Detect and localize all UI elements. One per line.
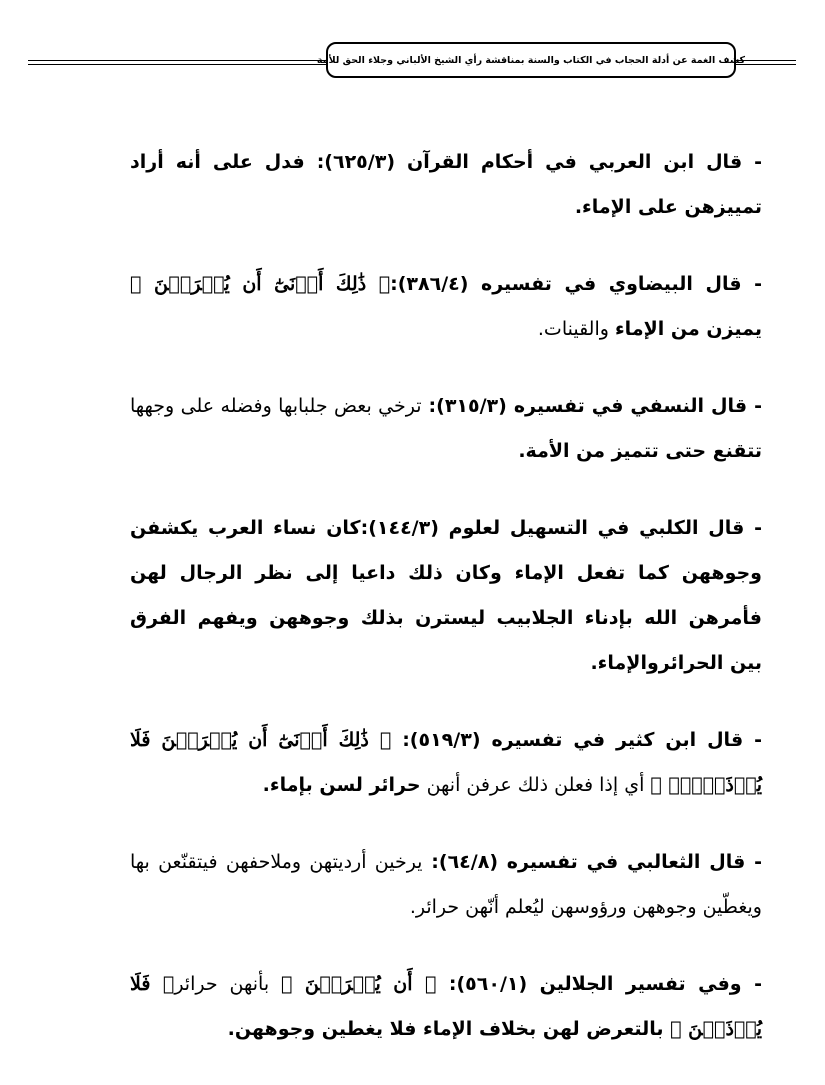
paragraph-body: أي إذا فعلن ذلك عرفن أنهن bbox=[420, 774, 651, 796]
paragraph-lead-continued: يميزن من الإماء bbox=[614, 318, 762, 340]
quran-verse: ﴿ ذَٰلِكَ أَدۡنَىٰٓ أَن يُعۡرَفۡنَ فَلَا يُؤۡذَيۡنَۗ ﴾ bbox=[130, 729, 762, 796]
quran-verse: ﴿ ذَٰلِكَ أَدۡنَىٰٓ أَن يُعۡرَفۡنَ ﴾ bbox=[130, 273, 391, 295]
paragraph-lead: - قال ابن كثير في تفسيره (٥١٩/٣): bbox=[391, 729, 762, 751]
paragraph-tail: حرائر لسن بإماء. bbox=[262, 774, 421, 796]
paragraph-lead: - قال النسفي في تفسيره (٣١٥/٣): bbox=[421, 395, 763, 417]
paragraph-lead: - قال الثعالبي في تفسيره (٦٤/٨): bbox=[422, 851, 762, 873]
paragraph-thaalibi bbox=[130, 840, 762, 930]
paragraph-body: كان نساء العرب يكشفن وجوههن كما تفعل الإماء وكان ذلك داعيا إلى نظر الرجال لهن فأمرهن الله بإدناء الجلابيب ليسترن بذلك وجوههن ويفهم الفرق بين الحرائروالإماء. bbox=[130, 517, 762, 674]
paragraph-lead: - قال ابن العربي في أحكام القرآن (٦٢٥/٣): فدل على أنه أراد تمييزهن على الإماء. bbox=[130, 151, 763, 218]
paragraph-tail: تتقنع حتى تتميز من الأمة. bbox=[518, 440, 762, 462]
paragraph-body: يرخين أرديتهن وملاحفهن فيتقنّعن بها ويغطّين وجوههن ورؤوسهن ليُعلم أنّهن حرائر. bbox=[130, 851, 762, 918]
paragraph-body: بأنهن حرائر bbox=[174, 973, 282, 995]
paragraph-body: والقينات. bbox=[537, 318, 615, 340]
paragraph-ibn-kathir bbox=[130, 718, 762, 808]
paragraph-jalalayn bbox=[130, 962, 762, 1052]
paragraph-ibn-alarabi bbox=[130, 140, 762, 230]
header-rule-left bbox=[28, 60, 326, 61]
paragraph-body: ترخي بعض جلبابها وفضله على وجهها bbox=[130, 395, 422, 417]
paragraph-kalbi bbox=[130, 506, 762, 686]
paragraph-tail: بالتعرض لهن بخلاف الإماء فلا يغطين وجوههن. bbox=[227, 1018, 671, 1040]
page-body bbox=[130, 140, 762, 1084]
paragraph-lead: - وفي تفسير الجلالين (٥٦٠/١): bbox=[436, 973, 762, 995]
running-header-title: كشف الغمة عن أدلة الحجاب في الكتاب والسنة بمناقشة رأي الشيخ الألباني وجلاء الحق للأمة bbox=[316, 54, 746, 66]
paragraph-lead: - قال البيضاوي في تفسيره (٣٨٦/٤): bbox=[390, 273, 762, 295]
quran-verse-2: ﴿ فَلَا يُؤۡذَيۡنَ ﴾ bbox=[130, 973, 762, 1040]
running-header bbox=[316, 42, 746, 78]
header-rule-left-2 bbox=[28, 64, 326, 65]
paragraph-nasafi bbox=[130, 384, 762, 474]
paragraph-baydawi bbox=[130, 262, 762, 352]
quran-verse: ﴿ أَن يُعۡرَفۡنَ ﴾ bbox=[281, 973, 437, 995]
paragraph-lead: - قال الكلبي في التسهيل لعلوم (١٤٤/٣): bbox=[360, 517, 762, 539]
